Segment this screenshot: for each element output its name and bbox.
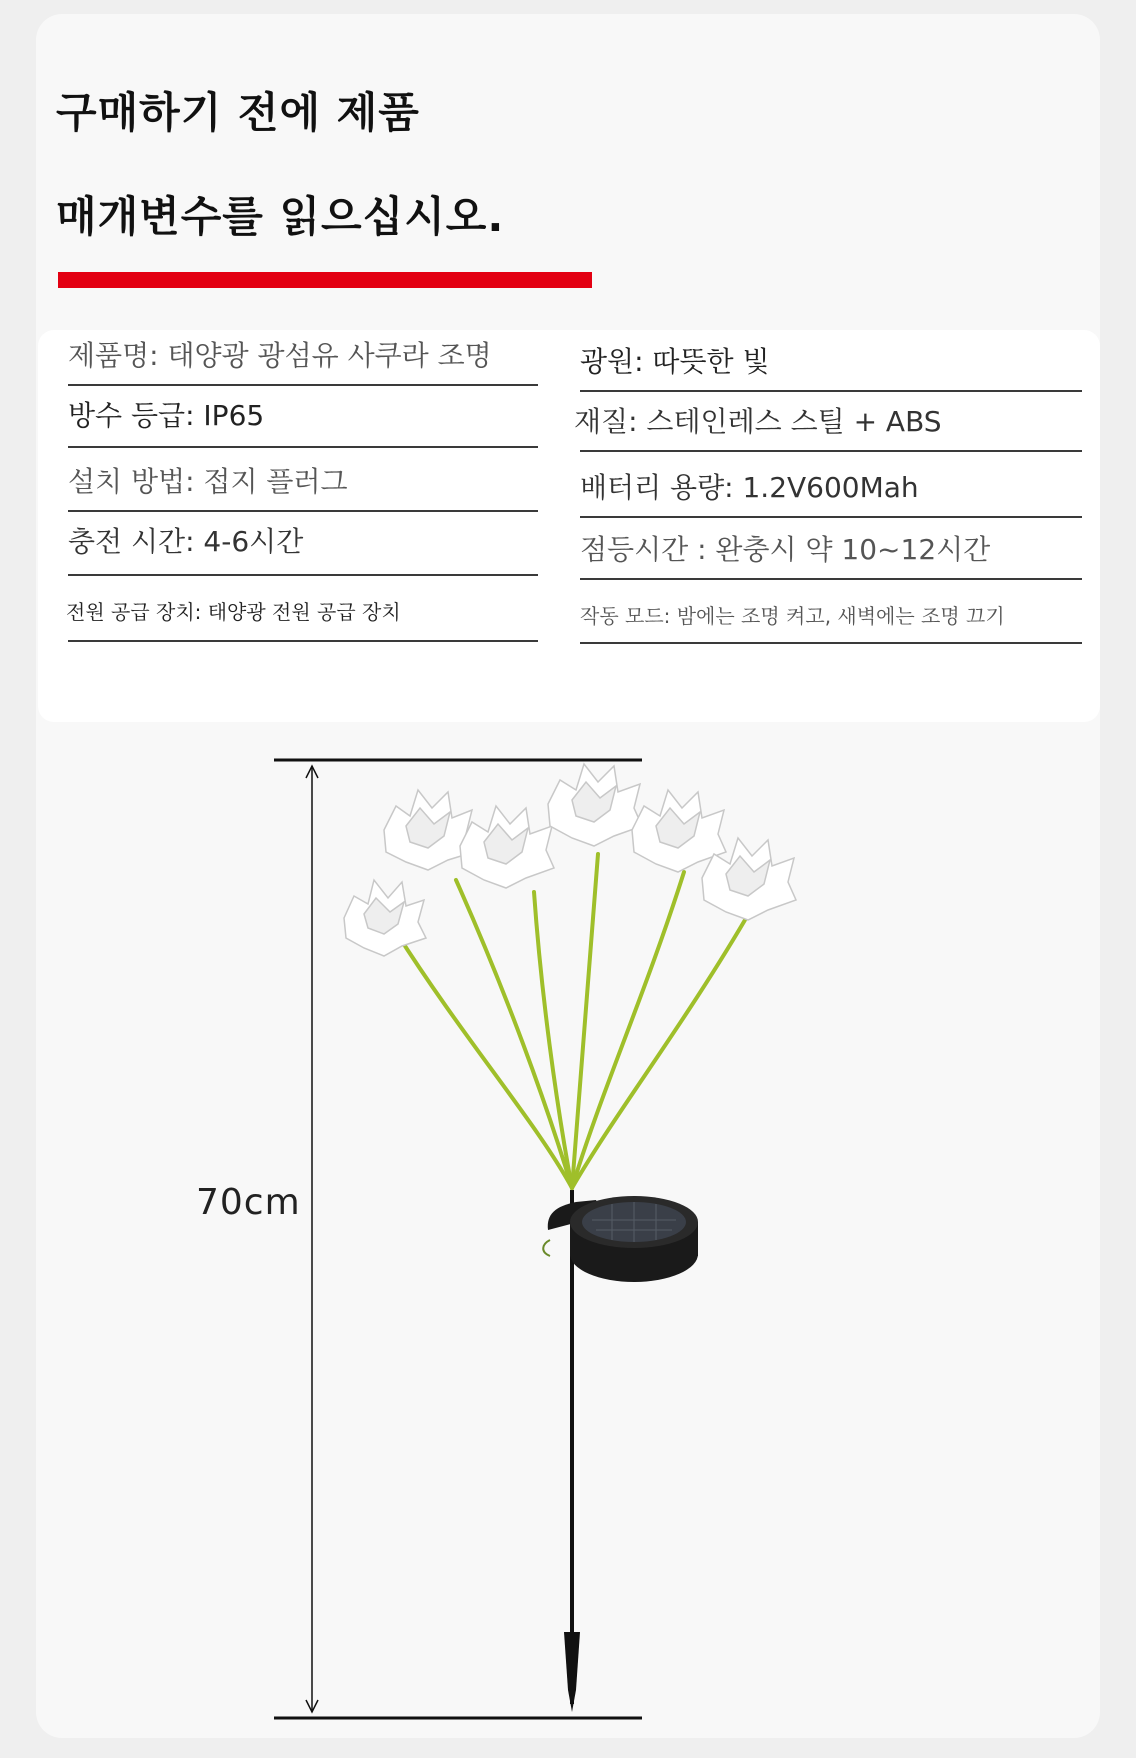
spec-operation-mode: 작동 모드: 밤에는 조명 켜고, 새벽에는 조명 끄기 <box>580 604 1005 628</box>
spec-power-supply: 전원 공급 장치: 태양광 전원 공급 장치 <box>66 600 401 624</box>
spec-divider <box>68 446 538 448</box>
title-line-2: 매개변수를 읽으십시오. <box>56 192 505 241</box>
spec-lighting-time: 점등시간 : 완충시 약 10~12시간 <box>580 533 991 566</box>
spec-divider <box>68 574 538 576</box>
sakura-blossoms <box>344 764 796 956</box>
spec-light-source: 광원: 따뜻한 빛 <box>580 345 770 378</box>
product-diagram <box>36 742 1100 1738</box>
spec-divider <box>68 640 538 642</box>
spec-install-method: 설치 방법: 접지 플러그 <box>68 465 348 498</box>
spec-divider <box>580 450 1082 452</box>
spec-divider <box>580 390 1082 392</box>
spec-divider <box>580 578 1082 580</box>
spec-waterproof: 방수 등급: IP65 <box>68 399 265 432</box>
spec-material: 재질: 스테인레스 스틸 + ABS <box>574 405 942 438</box>
spec-divider <box>68 510 538 512</box>
spec-product-name: 제품명: 태양광 광섬유 사쿠라 조명 <box>68 339 492 372</box>
solar-panel <box>543 1196 698 1282</box>
title-line-1: 구매하기 전에 제품 <box>56 88 420 137</box>
blossom <box>460 806 554 888</box>
lamp-illustration <box>36 742 1100 1738</box>
fiber-stems <box>396 854 752 1188</box>
spec-divider <box>580 642 1082 644</box>
spec-table <box>38 330 1100 722</box>
product-info-card <box>36 14 1100 1738</box>
blossom <box>344 880 426 956</box>
blossom <box>548 764 642 846</box>
spec-divider <box>580 516 1082 518</box>
spec-divider <box>68 384 538 386</box>
spec-battery: 배터리 용량: 1.2V600Mah <box>580 471 919 504</box>
ground-spike <box>564 1190 580 1712</box>
spec-charge-time: 충전 시간: 4-6시간 <box>68 525 304 558</box>
accent-bar <box>58 272 592 288</box>
height-dimension-label: 70cm <box>196 1182 301 1223</box>
